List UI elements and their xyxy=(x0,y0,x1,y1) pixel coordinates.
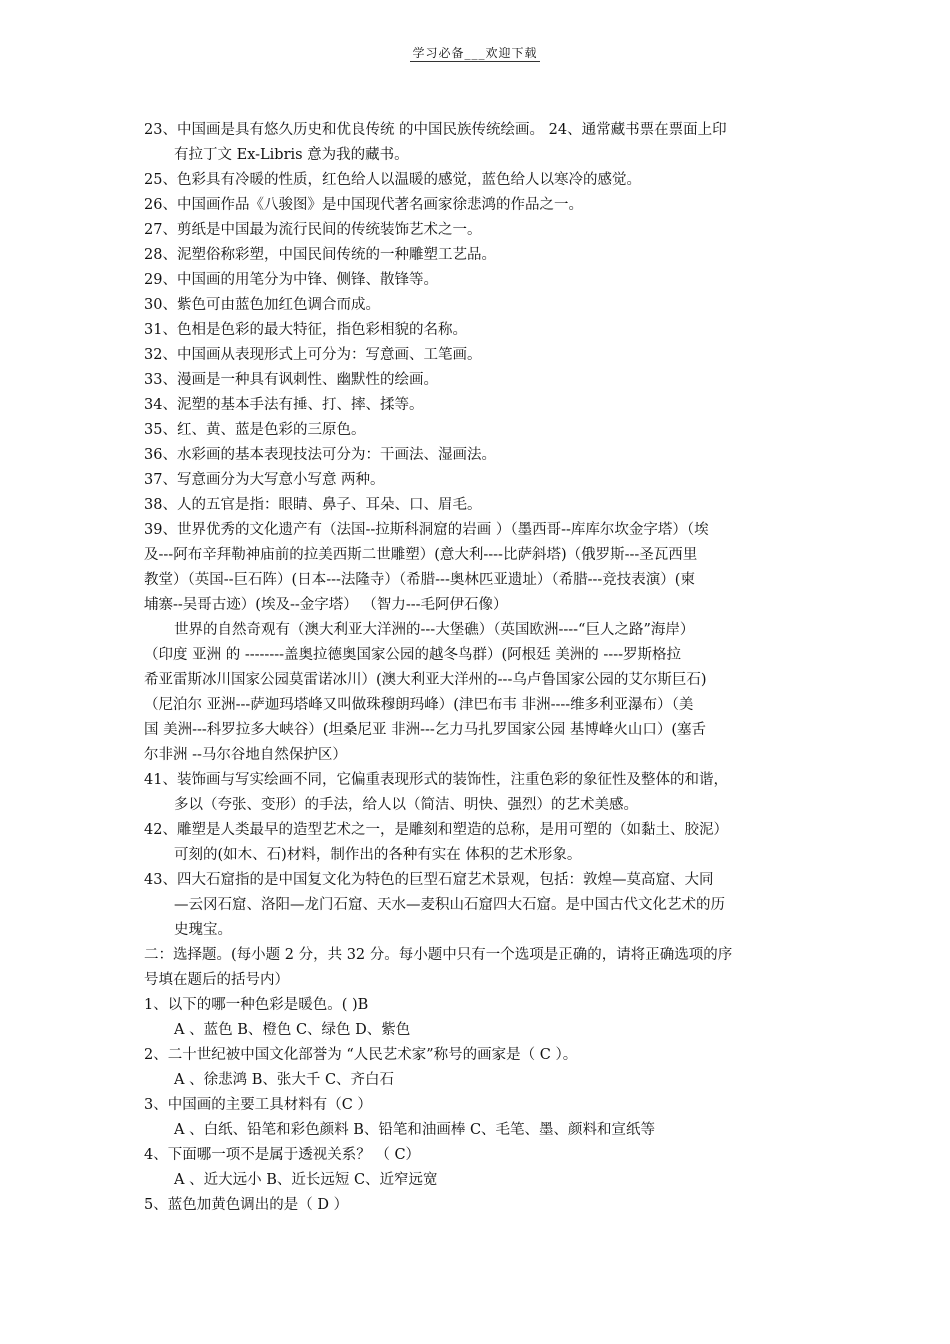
text-line: 国 美洲---科罗拉多大峡谷）(坦桑尼亚 非洲---乞力马扎罗国家公园 基博峰火山口）(塞舌 xyxy=(144,722,707,738)
text-line: （印度 亚洲 的 --------盖奥拉德奥国家公园的越冬鸟群）(阿根廷 美洲的 ----罗斯格拉 xyxy=(144,647,681,663)
text-line: 3、中国画的主要工具材料有（C ） xyxy=(144,1097,372,1113)
text-line: 5、蓝色加黄色调出的是（ D ） xyxy=(144,1197,349,1213)
text-line: 43、四大石窟指的是中国复文化为特色的巨型石窟艺术景观，包括：敦煌—莫高窟、大同 xyxy=(144,872,714,888)
text-line: 28、泥塑俗称彩塑，中国民间传统的一种雕塑工艺品。 xyxy=(144,247,496,263)
text-line: 史瑰宝。 xyxy=(174,922,232,938)
text-line: 1、以下的哪一种色彩是暖色。( )B xyxy=(144,997,369,1013)
text-line: 39、世界优秀的文化遗产有（法国--拉斯科洞窟的岩画 ）（墨西哥--库库尔坎金字塔）（埃 xyxy=(144,522,709,538)
text-line: 34、泥塑的基本手法有捶、打、摔、揉等。 xyxy=(144,397,424,413)
text-line: 41、装饰画与写实绘画不同，它偏重表现形式的装饰性，注重色彩的象征性及整体的和谐， xyxy=(144,772,728,788)
text-line: 36、水彩画的基本表现技法可分为：干画法、湿画法。 xyxy=(144,447,496,463)
text-line: 2、二十世纪被中国文化部誉为 “人民艺术家”称号的画家是（ C ）。 xyxy=(144,1047,578,1063)
text-line: —云冈石窟、洛阳—龙门石窟、天水—麦积山石窟四大石窟。是中国古代文化艺术的历 xyxy=(174,897,725,913)
page-header xyxy=(0,44,950,61)
text-line: 33、漫画是一种具有讽刺性、幽默性的绘画。 xyxy=(144,372,438,388)
text-line: 及---阿布辛拜勒神庙前的拉美西斯二世雕塑）(意大利----比萨斜塔)（俄罗斯---圣瓦西里 xyxy=(144,547,698,563)
text-line: 25、色彩具有冷暖的性质，红色给人以温暖的感觉，蓝色给人以寒冷的感觉。 xyxy=(144,172,641,188)
text-line: 26、中国画作品《八骏图》是中国现代著名画家徐悲鸿的作品之一。 xyxy=(144,197,583,213)
text-line: （尼泊尔 亚洲---萨迦玛塔峰又叫做珠穆朗玛峰）(津巴布韦 非洲----维多利亚瀑布）（美 xyxy=(144,697,694,713)
text-line: 30、紫色可由蓝色加红色调合而成。 xyxy=(144,297,380,313)
text-line: 有拉丁文 Ex-Libris 意为我的藏书。 xyxy=(174,147,409,163)
text-line: 埔寨--吴哥古迹）(埃及--金字塔） （智力---毛阿伊石像） xyxy=(144,597,508,613)
text-line: 可刻的(如木、石)材料，制作出的各种有实在 体积的艺术形象。 xyxy=(174,847,582,863)
text-line: 号填在题后的括号内） xyxy=(144,972,289,988)
document-body xyxy=(144,118,808,1218)
text-line: 希亚雷斯冰川国家公园莫雷诺冰川）(澳大利亚大洋州的---乌卢鲁国家公园的艾尔斯巨石) xyxy=(144,672,707,688)
text-line: 37、写意画分为大写意小写意 两种。 xyxy=(144,472,385,488)
text-line: 35、红、黄、蓝是色彩的三原色。 xyxy=(144,422,366,438)
text-line: 42、雕塑是人类最早的造型艺术之一，是雕刻和塑造的总称，是用可塑的（如黏土、胶泥） xyxy=(144,822,728,838)
text-line: A 、蓝色 B、橙色 C、绿色 D、紫色 xyxy=(174,1022,411,1038)
text-line: 教堂）（英国--巨石阵）(日本---法隆寺）（希腊---奥林匹亚遗址）（希腊---竞技表演）(柬 xyxy=(144,572,695,588)
header-text: 学习必备___欢迎下载 xyxy=(412,46,538,60)
text-line: A 、徐悲鸿 B、张大千 C、齐白石 xyxy=(174,1072,395,1088)
text-line: 二：选择题。(每小题 2 分，共 32 分。每小题中只有一个选项是正确的，请将正确选项的序 xyxy=(144,947,733,963)
text-line: 世界的自然奇观有（澳大利亚大洋洲的---大堡礁）（英国欧洲----“巨人之路”海岸） xyxy=(174,622,695,638)
text-line: A 、白纸、铅笔和彩色颜料 B、铅笔和油画棒 C、毛笔、墨、颜料和宣纸等 xyxy=(174,1122,656,1138)
text-line: 尔非洲 --马尔谷地自然保护区） xyxy=(144,747,347,763)
text-line: 31、色相是色彩的最大特征，指色彩相貌的名称。 xyxy=(144,322,467,338)
text-line: 32、中国画从表现形式上可分为：写意画、工笔画。 xyxy=(144,347,482,363)
text-line: 4、下面哪一项不是属于透视关系？ （ C） xyxy=(144,1147,421,1163)
text-line: 23、中国画是具有悠久历史和优良传统 的中国民族传统绘画。 24、通常藏书票在票面上印 xyxy=(144,122,727,138)
text-line: 29、中国画的用笔分为中锋、侧锋、散锋等。 xyxy=(144,272,438,288)
text-line: 27、剪纸是中国最为流行民间的传统装饰艺术之一。 xyxy=(144,222,482,238)
text-line: 多以（夸张、变形）的手法，给人以（简洁、明快、强烈）的艺术美感。 xyxy=(174,797,638,813)
text-line: 38、人的五官是指：眼睛、鼻子、耳朵、口、眉毛。 xyxy=(144,497,482,513)
text-line: A 、近大远小 B、近长远短 C、近窄远宽 xyxy=(174,1172,438,1188)
